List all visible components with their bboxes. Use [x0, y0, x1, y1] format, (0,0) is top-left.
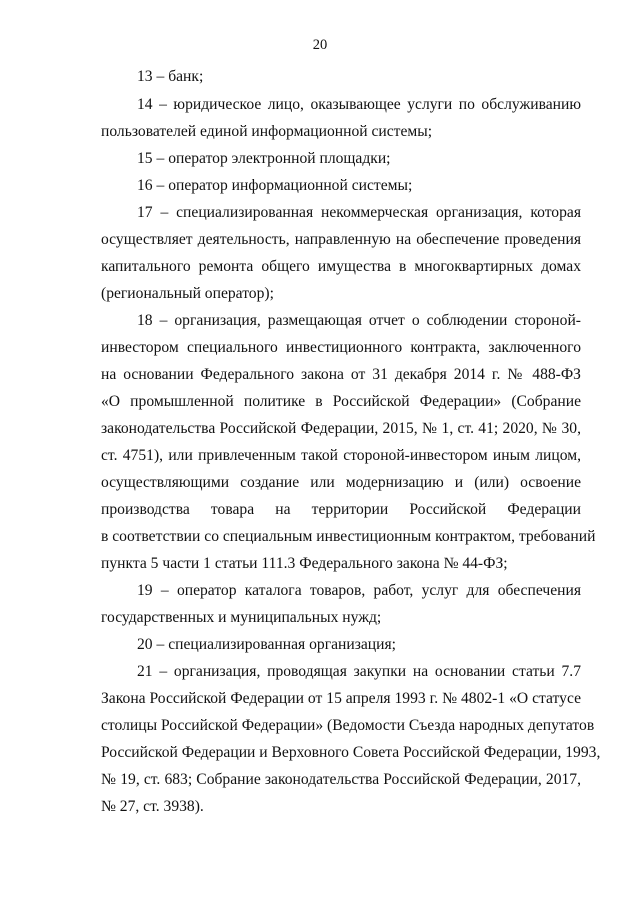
- text-line: столицы Российской Федерации» (Ведомости Съезда народных депутатов: [101, 717, 595, 734]
- text-line: 15 – оператор электронной площадки;: [137, 150, 391, 167]
- text-line: № 27, ст. 3938).: [101, 798, 204, 815]
- text-line: инвестором специального инвестиционного контракта, заключенного: [101, 339, 581, 356]
- text-line: 13 – банк;: [137, 68, 204, 85]
- page-number: 20: [312, 37, 328, 53]
- text-line: на основании Федерального закона от 31 декабря 2014 г. № 488-ФЗ: [101, 366, 581, 383]
- text-line: Российской Федерации и Верховного Совета Российской Федерации, 1993,: [101, 744, 601, 761]
- text-line: «О промышленной политике в Российской Федерации» (Собрание: [101, 393, 581, 410]
- text-line: производства товара на территории Российской Федерации: [101, 501, 581, 518]
- text-line: пункта 5 части 1 статьи 111.3 Федерального закона № 44-ФЗ;: [101, 555, 508, 572]
- text-line: в соответствии со специальным инвестиционным контрактом, требований: [101, 528, 596, 545]
- text-line: государственных и муниципальных нужд;: [101, 609, 382, 626]
- text-line: 21 – организация, проводящая закупки на основании статьи 7.7: [137, 663, 581, 680]
- text-line: осуществляет деятельность, направленную на обеспечение проведения: [101, 231, 581, 248]
- text-line: ст. 4751), или привлеченным такой стороной-инвестором иным лицом,: [101, 447, 581, 464]
- text-line: № 19, ст. 683; Собрание законодательства Российской Федерации, 2017,: [101, 771, 581, 788]
- text-line: 17 – специализированная некоммерческая организация, которая: [137, 204, 581, 221]
- text-line: 19 – оператор каталога товаров, работ, услуг для обеспечения: [137, 582, 581, 599]
- text-line: 14 – юридическое лицо, оказывающее услуги по обслуживанию: [137, 96, 581, 113]
- text-line: (региональный оператор);: [101, 285, 274, 302]
- text-line: пользователей единой информационной системы;: [101, 123, 433, 140]
- text-line: 16 – оператор информационной системы;: [137, 177, 413, 194]
- text-line: осуществляющими создание или модернизацию и (или) освоение: [101, 474, 581, 491]
- text-line: капитального ремонта общего имущества в многоквартирных домах: [101, 258, 581, 275]
- text-line: законодательства Российской Федерации, 2015, № 1, ст. 41; 2020, № 30,: [101, 420, 581, 437]
- text-line: 18 – организация, размещающая отчет о соблюдении стороной-: [137, 312, 581, 329]
- text-line: Закона Российской Федерации от 15 апреля 1993 г. № 4802-1 «О статусе: [101, 690, 581, 707]
- text-line: 20 – специализированная организация;: [137, 636, 396, 653]
